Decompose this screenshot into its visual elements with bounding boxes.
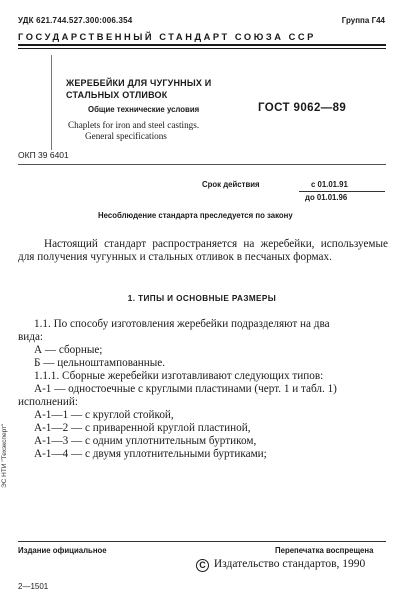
section-line: А-1—1 — с круглой стойкой, (34, 409, 174, 421)
reprint-notice: Перепечатка воспрещена (275, 546, 374, 555)
title-block-rule (18, 164, 386, 165)
okp-code: ОКП 39 6401 (18, 150, 69, 160)
copyright-text: Издательство стандартов, 1990 (213, 558, 366, 570)
side-stamp: ЭС НТИ "Техэксперт" (1, 423, 8, 488)
english-title-line1: Chaplets for iron and steel castings. (68, 120, 200, 130)
section-line: 1.1. По способу изготовления жеребейки подразделяют на два (34, 318, 330, 330)
legal-notice: Несоблюдение стандарта преследуется по закону (98, 211, 293, 220)
document-title-line2: СТАЛЬНЫХ ОТЛИВОК (66, 90, 168, 100)
section-line: А-1—4 — с двумя уплотнительными буртиками; (34, 448, 267, 460)
header-rule-thick (18, 44, 386, 46)
section-line: вида: (18, 331, 44, 343)
validity-label: Срок действия (202, 180, 260, 189)
section-line: А-1—3 — с одним уплотнительным буртиком, (34, 435, 257, 447)
footer-rule (18, 541, 386, 542)
section-line: А-1 — одностоечные с круглыми пластинами (черт. 1 и табл. 1) (34, 383, 337, 395)
title-margin-line (51, 55, 52, 150)
validity-to: до 01.01.96 (305, 193, 348, 202)
section-line: А — сборные; (34, 344, 103, 356)
udk-code: УДК 621.744.527.300:006.354 (18, 16, 133, 25)
validity-divider (299, 191, 385, 192)
group-code: Группа Г44 (341, 16, 385, 25)
standard-org-heading: ГОСУДАРСТВЕННЫЙ СТАНДАРТ СОЮЗА ССР (18, 32, 316, 42)
english-title-line2: General specifications (85, 131, 167, 141)
copyright-icon: С (196, 559, 209, 572)
folio-number: 2—1501 (18, 582, 49, 591)
document-subtitle: Общие технические условия (88, 105, 200, 114)
section-line: Б — цельноштампованные. (34, 357, 166, 369)
validity-from: с 01.01.91 (311, 180, 348, 189)
section-line: исполнений: (18, 396, 78, 408)
copyright-line (196, 558, 365, 572)
document-title-line1: ЖЕРЕБЕЙКИ ДЛЯ ЧУГУННЫХ И (66, 78, 212, 88)
intro-paragraph: Настоящий стандарт распространяется на жеребейки, используемые для получения чугунных и стальных отливок в песчаных формах. (18, 238, 388, 263)
section-line: А-1—2 — с приваренной круглой пластиной, (34, 422, 251, 434)
section-line: 1.1.1. Сборные жеребейки изготавливают следующих типов: (34, 370, 324, 382)
header-rule-thin (18, 48, 386, 49)
section-heading: 1. ТИПЫ И ОСНОВНЫЕ РАЗМЕРЫ (127, 294, 277, 303)
official-edition-label: Издание официальное (18, 546, 107, 555)
gost-number: ГОСТ 9062—89 (258, 102, 347, 114)
